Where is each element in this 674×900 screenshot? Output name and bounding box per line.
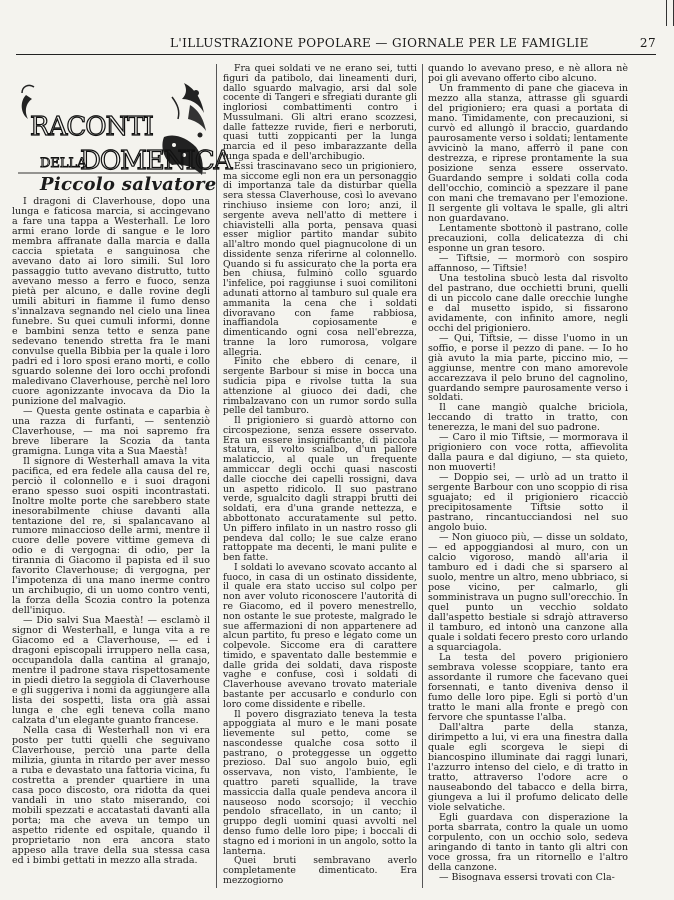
crop-mark [666,0,674,26]
column-rule-2 [422,64,423,888]
paragraph: I soldati lo avevano scovato accanto al fuoco, in casa di un ostinato dissidente, il quale era stato ucciso sul colpo per non aver voluto riconoscere l'autorità di re Giacomo, ed il povero menestrello, non ostante le sue proteste, malgrado le sue affermazioni di non appartenere ad alcun partito, fu preso e legato come un colpevole. Siccome era di carattere timido, e spaventato dalle bestemmie e dalle grida dei soldati, dava risposte vaghe e confuse, così i soldati di Claverhouse avevano trovato materiale bastante per accusarlo e condurlo con loro come dissidente e ribelle. [223,561,417,710]
paragraph: Il povero disgraziato teneva la testa appoggiata al muro e le mani posate lievemente sul petto, come se nascondesse qualche cosa sotto il pastrano, o proteggesse un oggetto prezioso. Dal suo angolo buio, egli osservava, non visto, l'ambiente, le quattro pareti squallide, la trave massiccia dalla quale pendeva ancora il nauseoso nodo scorsojo; il vecchio pendolo sfracellato, in un canto; il gruppo degli uomini quasi avvolti nel denso fumo delle loro pipe; i boccali di stagno ed i morioni in un angolo, sotto la lanterna. [223,708,417,857]
paragraph: — Questa gente ostinata e caparbia è una razza di furfanti, — sentenziò Claverhouse, — ma noi sapremo fra breve liberare la Scozia da tanta gramigna. Lunga vita a Sua Maestà! [12,405,210,457]
paragraph: — Qui, Tiftsie, — disse l'uomo in un soffio, e porse il pezzo di pane. — Io ho già avuto la mia parte, piccino mio, — aggiunse, mentre con mano amorevole accarezzava il pelo bruno del cagnolino, guardando sempre paurosamente verso i soldati. [428,332,628,404]
paragraph: Fra quei soldati ve ne erano sei, tutti figuri da patibolo, dai lineamenti duri, dallo sguardo malvagio, arsi dal sole cocente di Tangeri e sfregiati durante gli ingloriosi combattimenti contro i Mussulmani. Gli altri erano scozzesi, dalle fattezze ruvide, fieri e nerboruti, quasi tutti zoppicanti per la lunga marcia ed il peso imbarazzante della lunga spada e dell'archibugio. [223,63,417,163]
paragraph: — Bisognava essersi trovati con Cla- [439,871,615,883]
paragraph: I dragoni di Claverhouse, dopo una lunga e faticosa marcia, si accingevano a fare una tappa a Westerhall. Le loro armi erano lorde di sangue e le loro membra affranate dalla marcia e dalla caccia spietata e sanguinosa che avevano dato ai loro simili. Sul loro passaggio tutto avevano distrutto, tutto avevano messo a ferro e fuoco, senza pietà per alcuno, e dalle rovine degli umili abituri in fiamme il fumo denso s'innalzava segnando nel cielo una linea funebre. Su quei cumuli informi, donne e bambini senza tetto e senza pane sedevano tenendo stretta fra le mani convulse quella Bibbia per la quale i loro padri ed i loro sposi erano morti, e collo sguardo solenne dei loro occhi profondi maledivano Claverhouse, perchè nel loro cuore agonizzante invocava da Dio la punizione del malvagio. [12,196,210,407]
rubric-line2-small: DELLA [40,156,87,171]
paragraph: Dall'altra parte della stanza, dirimpetto a lui, vi era una finestra dalla quale egli scorgeva le siepi di biancospino illuminate dai raggi lunari, l'azzurro intenso del cielo, e di tratto in tratto, attraverso l'odore acre o nauseabondo del tabacco e della birra, giungeva a lui il profumo delicato delle viole selvatiche. [428,721,628,813]
paragraph: — Dio salvi Sua Maestà! — esclamò il signor di Westerhall, e lunga vita a re Giacomo ed a Claverhouse, — ed i dragoni episcopali irruppero nella casa, occupandola dalla cantina al granajo, mentre il padrone stava rispettosamente in piedi dietro la seggiola di Claverhouse e gli suggeriva i nomi da aggiungere alla lista dei sospetti, lista ora già assai lunga e che egli teneva colla mano calzata d'un elegante guanto francese. [12,615,210,727]
text-column-1 [12,197,210,866]
paragraph: Quei bruti sembravano averlo completamente dimenticato. Era mezzogiorno [223,855,417,886]
paragraph: Essi trascinavano seco un prigioniero, ma siccome egli non era un personaggio di importanza tale da disturbar quella sera stessa Claverhouse, così lo avevano rinchiuso insieme con loro; anzi, il sergente aveva nell'atto di mettere i chiavistelli alla porta, pensava quasi esser miglior partito mandar subito all'altro mondo quel piagnucolone di un dissidente senza riferirne al colonnello. Quando si fu assicurato che la porta era ben chiusa, fulminò collo sguardo l'infelice, poi raggiunse i suoi comilitoni adunati attorno al tamburo sul quale era ammanita la cena che i soldati divoravano con fame rabbiosa, inaffiandola copiosamente e dimenticando ogni cosa nell'ebrezza, tranne la loro rumorosa, volgare allegria. [223,160,417,358]
paragraph: Il signore di Westerhall amava la vita pacifica, ed era fedele alla causa del re, perciò il colonnello e i suoi dragoni erano spesso suoi ospiti incontrastati. Inoltre molte porte che sarebbero state inesorabilmente chiuse davanti alla tentazione del re, si spalancavano al rumore minaccioso delle armi, mentre il cuore delle povere vittime gemeva di odio e di vergogna: di odio, per la tirannia di Giacomo il papista ed il suo favorito Claverhouse; di vergogna, per l'impotenza di una mano inerme contro un archibugio, di un uomo contro venti, la forza della Scozia contro la potenza dell'iniquo. [12,455,210,617]
paragraph: Un frammento di pane che giaceva in mezzo alla stanza, attrasse gli sguardi del prigioniero; era quasi a portata di mano. Timidamente, con precauzioni, si curvò ed allungò il braccio, guardando paurosamente verso i soldati; lentamente avvicinò la mano, afferrò il pane con destrezza, e riprese prontamente la sua posizione senza essere osservato. Guardando sempre i soldati colla coda dell'occhio, cominciò a spezzare il pane con mani che tremavano per l'emozione. Il sergente gli voltava le spalle, gli altri non guardavano. [428,82,628,224]
paragraph: Egli guardava con disperazione la porta sbarrata, contro la quale un uomo corpulento, con un occhio solo, sedeva aringando di tanto in tanto gli altri con voce grossa, fra un ritornello e l'altro della canzone. [428,811,628,873]
running-header [16,36,656,50]
paragraph: Il cane mangiò qualche briciola, leccando di tratto in tratto, con tenerezza, le mani del suo padrone. [428,402,628,434]
paragraph: La testa del povero prigioniero sembrava volesse scoppiare, tanto era assordante il rumore che facevano quei forsennati, e tanto diveniva denso il fumo delle loro pipe. Egli si portò d'un tratto le mani alla fronte e pregò con fervore che spuntasse l'alba. [428,652,628,723]
paragraph: — Tiftsie, — mormorò con sospiro affannoso, — Tiftsie! [428,252,628,274]
header-rule [16,54,656,55]
paragraph: — Caro il mio Tiftsie, — mormorava il prigioniero con voce rotta, affievolita dalla paura e dal digiuno, — sta quieto, non muoverti! [428,432,628,474]
page-number: 27 [639,36,656,50]
rubric-line2-big: DOMENICA [80,146,232,176]
paragraph: — Non giuoco più, — disse un soldato, — ed appoggiandosi al muro, con un calcio vigoroso, mandò all'aria il tamburo ed i dadi che si sparsero al suolo, mentre un altro, meno ubbriaco, si pose vicino, per calmarlo, gli somministrava un pugno sull'orecchio. In quel punto un vecchio soldato dall'aspetto bestiale si sdrajò attraverso il tamburo, ed intonò una canzone alla quale i soldati fecero presto coro urlando a squarciagola. [428,532,628,654]
paragraph: Lentamente sbottonò il pastrano, colle precauzioni, colla delicatezza di chi esponne un gran tesoro. [428,222,628,254]
rubric-ornament [14,75,232,180]
running-head: L'ILLUSTRAZIONE POPOLARE — GIORNALE PER LE FAMIGLIE [170,36,589,50]
paragraph: Una testolina sbucò lesta dal risvolto del pastrano, due occhietti bruni, quelli di un piccolo cane dalle orecchie lunghe e dal musetto ispido, si fissarono avidamente, con infinito amore, negli occhi del prigioniero. [428,272,628,334]
paragraph: Nella casa di Westerhall non vi era posto per tutti quelli che seguivano Claverhouse, perciò una parte della milizia, giunta in ritardo per aver messo a ruba e devastato una fattoria vicina, fu costretta a prender quartiere in una casa poco discosto, ora ridotta da quei vandali in uno stato miserando, coi mobili spezzati e accatastati davanti alla porta; ma che aveva un tempo un aspetto ridente ed ospitale, quando il proprietario non era ancora stato appeso alla trave della sua stessa casa ed i bimbi gettati in mezzo alla strada. [12,725,210,866]
paragraph: Il prigioniero si guardò attorno con circospezione, senza essere osservato. Era un essere insignificante, di piccola statura, il volto scialbo, d'un pallore malaticcio, al quale un frequente ammiccar degli occhi quasi nascosti dalle ciocche dei capelli rossigni, dava un aspetto ridicolo. Il suo pastrano verde, sgualcito dagli strappi brutti dei soldati, era d'una grande nettezza, e abbottonato accuratamente sul petto. Un piffero infilato in un nastro rosso gli pendeva dal collo; le sue calze erano rattoppate ma decenti, le mani pulite e ben fatte. [223,415,417,564]
text-column-2 [223,64,417,886]
rubric-banner [14,75,232,180]
paragraph: Finito che ebbero di cenare, il sergente Barbour si mise in bocca una sudicia pipa e rivolse tutta la sua attenzione al giuoco dei dadi, che rimbalzavano con un rumor sordo sulla pelle del tamburo. [223,356,417,417]
story-title: Piccolo salvatore [40,174,217,195]
paragraph: quando lo avevano preso, e nè allora nè poi gli avevano offerto cibo alcuno. [428,63,628,84]
paragraph: — Doppio sei, — urlò ad un tratto il sergente Barbour con uno scoppio di risa sguajato; ed il prigioniero ricacciò precipitosamente Tiftsie sotto il pastrano, rincantucciandosi nel suo angolo buio. [428,472,628,534]
rubric-line1: RACONTI [30,112,153,142]
text-column-3 [428,64,628,883]
